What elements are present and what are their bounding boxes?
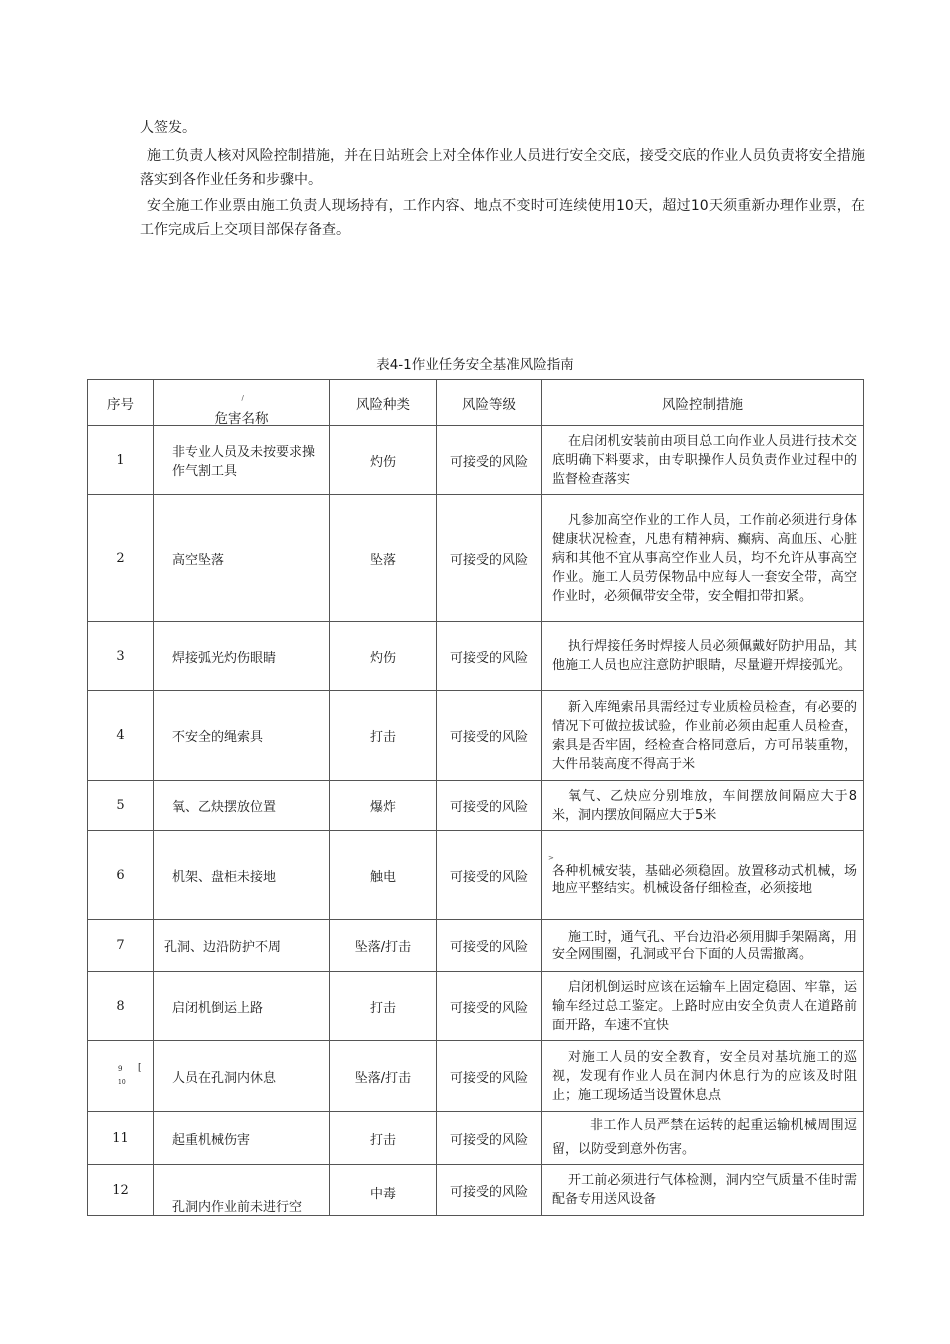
row-no: 11: [88, 1112, 154, 1165]
header-hazard-mark: /: [241, 394, 244, 402]
row-type: 灼伤: [330, 426, 437, 495]
row-type: 中毒: [330, 1165, 437, 1216]
table-row: [88, 1041, 864, 1112]
paragraph-3: 安全施工作业票由施工负责人现场持有，工作内容、地点不变时可连续使用10天，超过10天须重新办理作业票，在工作完成后上交项目部保存备查。: [140, 198, 865, 238]
row-measure: 启闭机倒运时应该在运输车上固定稳固、牢靠，运输车经过总工鉴定。上路时应由安全负责人在道路前面开路，车速不宜快: [542, 972, 864, 1041]
row-no: 7: [88, 920, 154, 972]
row-type: 打击: [330, 972, 437, 1041]
row-no-mark: [: [138, 1063, 142, 1073]
row-level: 可接受的风险: [437, 1112, 542, 1165]
paragraph-1: 人签发。: [140, 120, 196, 136]
header-no: 序号: [88, 380, 154, 426]
row-hazard: 起重机械伤害: [154, 1112, 330, 1165]
row-hazard: 焊接弧光灼伤眼睛: [154, 622, 330, 691]
row-no-10: 10: [118, 1079, 126, 1086]
row-type: 坠落: [330, 495, 437, 622]
row-type: 爆炸: [330, 781, 437, 831]
table-row: [88, 920, 864, 972]
row-no: 5: [88, 781, 154, 831]
row-level: 可接受的风险: [437, 622, 542, 691]
row-hazard: 机架、盘柜未接地: [154, 831, 330, 920]
row-level: 可接受的风险: [437, 972, 542, 1041]
table-row: [88, 1112, 864, 1165]
row-measure: 对施工人员的安全教育，安全员对基坑施工的巡视，发现有作业人员在洞内休息行为的应该及时阻止；施工现场适当设置休息点: [542, 1041, 864, 1112]
row-no: 1: [88, 426, 154, 495]
row-level: 可接受的风险: [437, 1041, 542, 1112]
row-level: 可接受的风险: [437, 691, 542, 781]
row-no-9: 9: [118, 1065, 123, 1073]
row-hazard: 氧、乙炔摆放位置: [154, 781, 330, 831]
row-type: 灼伤: [330, 622, 437, 691]
row-level: 可接受的风险: [437, 831, 542, 920]
row-level: 可接受的风险: [437, 781, 542, 831]
table-row: [88, 622, 864, 691]
table-row: [88, 426, 864, 495]
table-caption: 表4-1作业任务安全基准风险指南: [376, 357, 574, 373]
row-no: 4: [88, 691, 154, 781]
row-hazard: 高空坠落: [154, 495, 330, 622]
table-row: [88, 831, 864, 920]
row-hazard: 不安全的绳索具: [154, 691, 330, 781]
table-header-row: [88, 380, 864, 426]
row-no: [88, 1041, 154, 1112]
row-measure: 执行焊接任务时焊接人员必须佩戴好防护用品，其他施工人员也应注意防护眼睛，尽量避开焊接弧光。: [542, 622, 864, 691]
row-hazard: 人员在孔洞内休息: [154, 1041, 330, 1112]
header-level: 风险等级: [437, 380, 542, 426]
header-type: 风险种类: [330, 380, 437, 426]
table-row: [88, 972, 864, 1041]
row-type: 坠落/打击: [330, 920, 437, 972]
row-hazard: 非专业人员及未按要求操作气割工具: [154, 426, 330, 495]
row-measure: 新入库绳索吊具需经过专业质检员检查，有必要的情况下可做拉拔试验，作业前必须由起重人员检查，索具是否牢固，经检查合格同意后，方可吊装重物，大件吊装高度不得高于米: [542, 691, 864, 781]
row-measure-text: 各种机械安装，基础必须稳固。放置移动式机械，场地应平整结实。机械设备仔细检查，必须接地: [552, 864, 857, 896]
row-measure: 施工时，通气孔、平台边沿必须用脚手架隔离，用安全网围圈，孔洞或平台下面的人员需撤离。: [542, 920, 864, 972]
row-level: 可接受的风险: [437, 920, 542, 972]
risk-guide-table: [87, 379, 864, 1216]
row-hazard: 启闭机倒运上路: [154, 972, 330, 1041]
row-measure: 非工作人员严禁在运转的起重运输机械周围逗留，以防受到意外伤害。: [542, 1112, 864, 1165]
row-level: 可接受的风险: [437, 1165, 542, 1216]
row-no: 6: [88, 831, 154, 920]
row-no: 3: [88, 622, 154, 691]
table-row: [88, 1165, 864, 1216]
row-type: 打击: [330, 1112, 437, 1165]
table-row: [88, 495, 864, 622]
measure-mark: >: [548, 854, 554, 862]
header-measure: 风险控制措施: [542, 380, 864, 426]
row-no: 2: [88, 495, 154, 622]
row-measure: 氧气、乙炔应分别堆放，车间摆放间隔应大于8米，洞内摆放间隔应大于5米: [542, 781, 864, 831]
paragraph-2: 施工负责人核对风险控制措施，并在日站班会上对全体作业人员进行安全交底，接受交底的作业人员负责将安全措施落实到各作业任务和步骤中。: [140, 148, 865, 188]
row-hazard: 孔洞、边沿防护不周: [154, 920, 330, 972]
row-measure: 开工前必须进行气体检测，洞内空气质量不佳时需配备专用送风设备: [542, 1165, 864, 1216]
row-no: 12: [88, 1165, 154, 1216]
table-row: [88, 691, 864, 781]
row-hazard: 孔洞内作业前未进行空: [154, 1165, 330, 1216]
row-measure: 凡参加高空作业的工作人员，工作前必须进行身体健康状况检查，凡患有精神病、癫病、高血压、心脏病和其他不宜从事高空作业人员，均不允许从事高空作业。施工人员劳保物品中应每人一套安全带，高空作业时，必须佩带安全带，安全帽扣带扣紧。: [542, 495, 864, 622]
header-hazard: [154, 380, 330, 426]
header-hazard-label: 危害名称: [214, 411, 269, 427]
row-measure: 在启闭机安装前由项目总工向作业人员进行技术交底明确下料要求，由专职操作人员负责作业过程中的监督检查落实: [542, 426, 864, 495]
row-type: 打击: [330, 691, 437, 781]
row-no: 8: [88, 972, 154, 1041]
row-level: 可接受的风险: [437, 495, 542, 622]
row-type: 触电: [330, 831, 437, 920]
table-row: [88, 781, 864, 831]
row-level: 可接受的风险: [437, 426, 542, 495]
row-measure: [542, 831, 864, 920]
row-type: 坠落/打击: [330, 1041, 437, 1112]
